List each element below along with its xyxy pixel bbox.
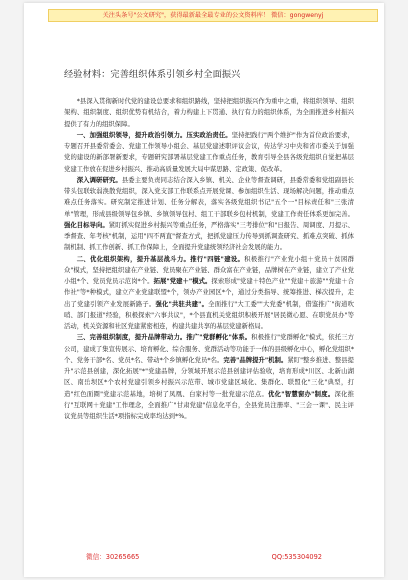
section-3-paragraph xyxy=(64,332,354,422)
section-1-text-2: 县委主要负责同志结合深入乡镇、机关、企业等督查调研，县委常委和党组副县长带头包联软弱涣散党组织，深入党支部工作联系点开展党课、参加组织生活、现场解决问题，推动重点难点任务落实。研究制定推进计划、任务分解表，落实各级党组织书记"五个一"目标责任和"三张清单"管理，形成县级领导包乡镇、乡镇领导包村、组工干部联乡包村机制，党建工作责任体系更加完善。 xyxy=(64,176,354,218)
section-1-paragraph-2 xyxy=(64,175,354,254)
section-3-subheading-2: 优化"智慧窗办"制度。 xyxy=(268,390,335,398)
contact-footer xyxy=(86,551,322,563)
section-3-text-1: 积极推行"党群孵化"模式，依托三方公司，建成了集宣传展示、培育孵化、综合服务、党群活动等功能于一体的县级孵化中心，孵化党组织*个、党务干部*名、党员*名、带动*个乡镇孵化党员*名。 xyxy=(64,334,354,364)
section-1-text-1: 坚持把践行"两个维护"作为首位政治要求，专题召开县委常委会、党建工作领导小组会、基层党建述职评议会议，传达学习中央和省市委关于加强党的建设的新部署新要求，专题研究部署基层党建工作重点任务，教育引导全县各级党组织自觉把基层党建工作放在促进乡村振兴、推动高质量发展大局中谋思路、定政策、促改革。 xyxy=(64,131,354,173)
section-1-text-3: 紧盯抓实促进乡村振兴等重点任务，严格落实"三考排位"和"日报告、周调度、月提示、季督查、年考核"机制，运用"四不两直"督查方式，把抓党建压力传导到抓调查研究、抓难点突破、抓体制机制、抓工作创新、抓工作保障上，全面提升党建统领经济社会发展的能力。 xyxy=(64,221,354,252)
promo-banner[interactable]: 关注头条号"公文研究"，获得最新最全最专业的公文资料库！ 微信：gongwenyj xyxy=(48,9,378,22)
section-2-heading: 二、优化组织架构，提升基层战斗力。推行"四链"建设。 xyxy=(76,255,245,263)
section-1-subheading-2: 强化目标导向。 xyxy=(64,221,109,229)
intro-paragraph: *县深入贯彻新时代党的建设总要求和组织路线，坚持把组织振兴作为重中之重，将组织领导、组织架构、组织制度、组织优势有机结合，着力构建上下贯通、执行有力的组织体系，为全面推进乡村振兴提供了有力的组织保障。 xyxy=(64,98,354,128)
section-2-text-1: 积极推行"产业党小组＋党员＋贫困群众"模式，坚持把组织建在产业链、党员聚在产业链、群众富在产业链，品牌树在产业链，建立了产业党小组*个、党员党员示范岗*个。 xyxy=(64,255,354,285)
footer-wechat: 微信：30265665 xyxy=(86,553,140,561)
section-3-text-2: 紧盯"整乡推进、整县提升"示范县创建，深化拓展"*"党建品牌，分领域开展示范县创建评估验收，培育形成*川区、北新山湖区、南岳坝区*个农村党建引领乡村振兴示范带、城市党建区域化、集群化、联盟化"三化"典型，打造"红色面圈"党建示范基地，培树了凤凰、白家村等一批党建示范点。 xyxy=(64,356,354,398)
document-body xyxy=(64,96,354,422)
footer-qq: QQ:535304092 xyxy=(271,553,322,561)
section-2-paragraph xyxy=(64,254,354,333)
section-3-text-3: 深化推行"互联网＋党建"工作理念，全面推广"甘肃党建"信息化平台，全县党员注册率、"三会一课"、民主评议党员等组织生活*项指标完成率均达到*%。 xyxy=(64,390,354,420)
document-page xyxy=(24,3,384,577)
section-1-subheading-1: 深入调研研究。 xyxy=(76,176,122,184)
section-1-heading: 一、加强组织领导，提升政治引领力。压实政治责任。 xyxy=(76,131,232,139)
section-3-heading: 三、完善组织制度，提升品牌带动力。推广"党群孵化"体系。 xyxy=(76,334,252,342)
section-3-subheading-1: 完善"品牌提升"机制。 xyxy=(223,356,288,364)
document-title: 经验材料：完善组织体系引领乡村全面振兴 xyxy=(64,69,241,80)
section-2-subheading-2: 强化"共驻共建"。 xyxy=(155,300,209,308)
section-2-subheading-1: 拓展"党建＋"模式。 xyxy=(153,278,212,285)
section-1-paragraph-1 xyxy=(64,130,354,175)
section-2-text-3: 全面推行"大工委""大党委"机制，借鉴推广"街道吹哨、部门报道"经验，积极探索"六事共议"，*个县直机关党组织积极开展"居民微心愿、在职党员办"等活动，机关资源和社区党建紧密相连，构建共建共享的基层党建新格局。 xyxy=(64,300,354,330)
section-2-text-2: 探索形成"党建＋特色产业""党建＋旅游""党建＋合作社"等*种模式，建立产业党建联盟*个，领办产业园区*个，通过分类指导、统筹推进、梯次提升，走出了党建引领产业发展新路子。 xyxy=(64,278,354,308)
